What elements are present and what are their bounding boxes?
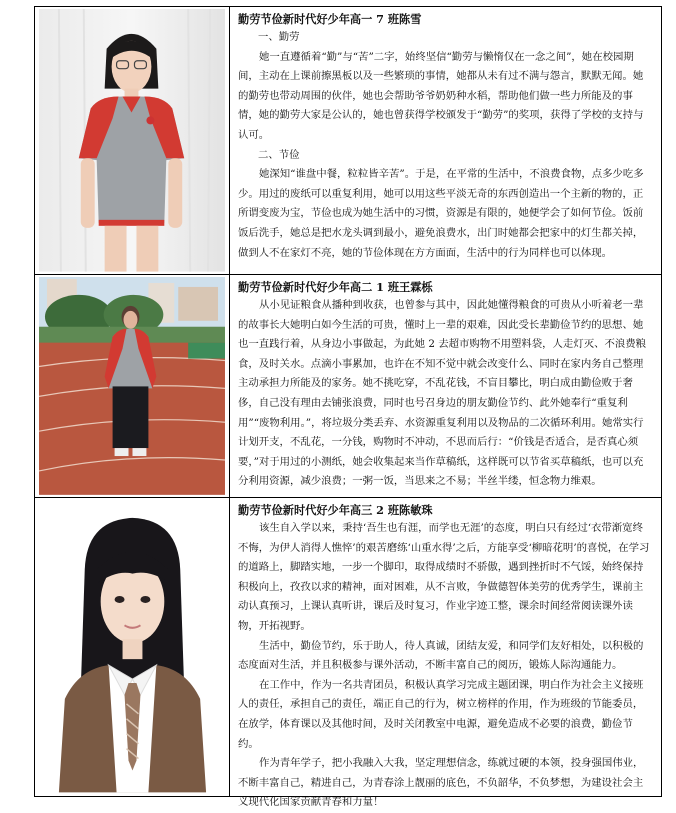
citation-paragraph: 从小见证粮食从播种到收获，也曾参与其中，因此她懂得粮食的可贵从小听着老一辈的故事长大她明白如今生活的可贵，懂时上一辈的艰难，因此受长辈勤俭节约的思想、她也一直践行着，从身边小事做起，为此她 2 去超市购物不用塑料袋，人走灯灭、不浪费粮食，及时关水。点滴小事累加，也许在不知不觉中就会改变什么、同时在家内务自己整理主动承担力所能及的家务。她不挑吃穿，不乱花钱，不盲目攀比，明白成由勤俭败于奢侈，自己没有理由去铺张浪费，同时也号召身边的朋友勤俭节约、此外她奉行“重复利用”“废物利用。”，将垃圾分类丢弃、水资源重复利用以及物品的二次循环利用。她常实行计划开支，不乱花，一分钱，购物时不冲动，不思而后行：“价钱是否适合，是否真心须要，”对于用过的小测纸，她会收集起来当作草稿纸，这样既可以节省买草稿纸，也可以充分利用资源，减少浪费；一粥一饭，当思来之不易；半丝半缕，恒念物力维艰。	[238, 299, 647, 488]
citation-paragraph: 作为青年学子，把小我融入大我，坚定理想信念，练就过硬的本领，投身强国伟业，不断丰富自己，精进自己，为青春涂上靓丽的底色，不负韶华，不负梦想，为建设社会主义现代化国家贡献青春和力量！	[238, 757, 644, 809]
citation-paragraph: 她一直遵循着“勤”与“苦”二字，始终坚信“勤劳与懒惰仅在一念之间”，她在校园期间，主动在上课前擦黑板以及一些繁琐的事情，她都从未有过不满与怨言，默默无闻。她的勤劳也带动周围的伙伴，她也会帮助爷爷奶奶种水稻，帮助他们做一些力所能及的事情，她的勤劳大家是公认的，她也曾获得学校颁发于“勤劳”的奖项，获得了学校的支持与认可。	[238, 50, 644, 141]
citation-text	[230, 498, 661, 809]
student-photo-cell	[35, 498, 230, 796]
student-photo	[39, 277, 225, 495]
citation-paragraph: 在工作中，作为一名共青团员，积极认真学习完成主题团课，明白作为社会主义接班人的责任，承担自己的责任，端正自己的行为，树立榜样的作用，作为班级的节能委员，在放学，体育课以及其他时间，及时关闭教室中电源，避免造成不必要的浪费，勤俭节约。	[238, 678, 644, 750]
citation-text	[230, 7, 661, 274]
student-photo	[39, 500, 225, 792]
student-row	[35, 498, 661, 809]
citation-paragraph: 她深知“谁盘中餐，粒粒皆辛苦”。于是，在平常的生活中，不浪费食物，点多少吃多少。用过的废纸可以重复利用，她可以用这些平淡无奇的东西创造出一个主新的物的，正所谓变废为宝，节俭也成为她生活中的习惯，资源是有限的，她便学会了如何节俭。饭前饭后洗手，她总是把水龙头调到最小，避免浪费水，出门时她都会把家中的灯生都关掉，做到人不在家灯不亮，她的节俭体现在方方面面，生活中的行为同样也可以体现。	[238, 168, 644, 259]
citation-title: 勤劳节俭新时代好少年高二 1 班王霖栎	[238, 280, 433, 294]
student-photo	[39, 9, 225, 272]
student-photo-cell	[35, 275, 230, 497]
student-row	[35, 7, 661, 275]
student-row	[35, 275, 661, 498]
citation-text	[230, 275, 661, 497]
section-heading: 二、节俭	[258, 148, 300, 161]
citation-title: 勤劳节俭新时代好少年高一 7 班陈雪	[238, 12, 422, 26]
citation-paragraph: 该生自入学以来，秉持‘吾生也有涯，而学也无涯’的态度，明白只有经过‘衣带渐宽终不悔，为伊人消得人憔悴’的艰苦磨练‘山重水得’之后，方能享受‘柳暗花明’的喜悦，在学习的道路上，脚踏实地，一步一个脚印，取得成绩时不骄傲，遇到挫折时不气馁，始终保持积极向上，孜孜以求的精神，面对困难，从不言败，争做德智体美劳的优秀学生，课前主动认真预习，上课认真听讲，课后及时复习，作业字迹工整，课余时间经常阅读课外读物，开拓视野。	[238, 522, 650, 632]
section-heading: 一、勤劳	[258, 31, 300, 43]
student-photo-cell	[35, 7, 230, 274]
award-table	[34, 6, 662, 809]
citation-paragraph: 生活中，勤俭节约，乐于助人，待人真诚，团结友爱，和同学们友好相处，以积极的态度面对生活，并且积极参与课外活动，不断丰富自己的阅历，锻炼人际沟通能力。	[238, 639, 644, 672]
citation-title: 勤劳节俭新时代好少年高三 2 班陈敏珠	[238, 503, 433, 517]
